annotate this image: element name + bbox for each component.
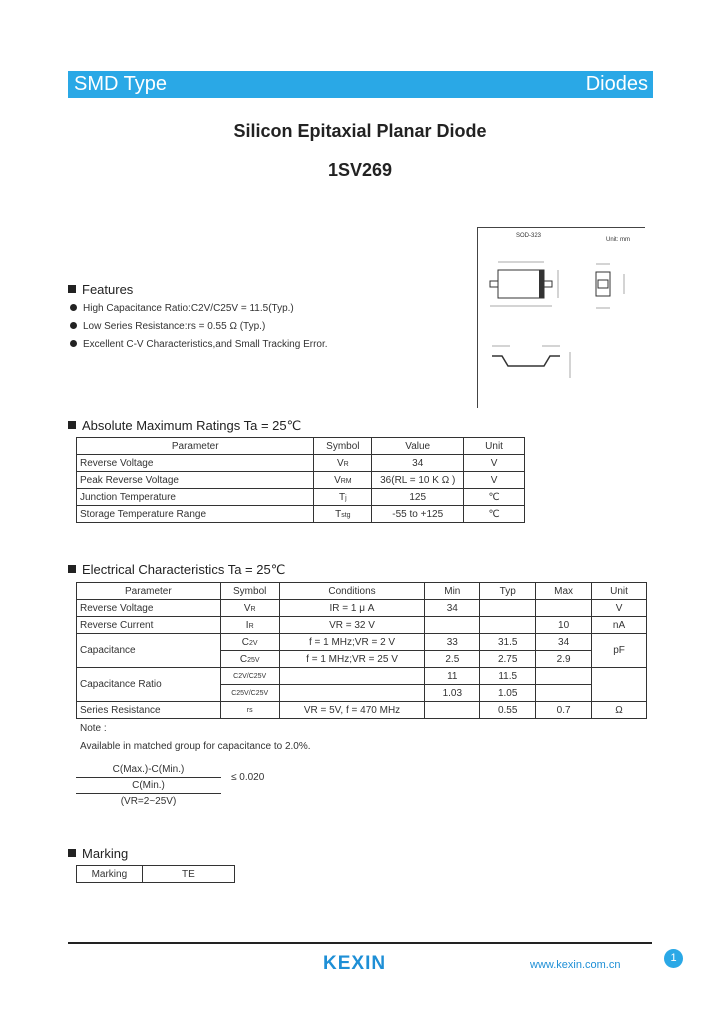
elec-char-table	[76, 582, 647, 719]
symbol-cell: Tj	[314, 489, 372, 506]
lead-left	[490, 281, 498, 287]
page-title: Silicon Epitaxial Planar Diode	[233, 121, 487, 141]
unit-cell: ℃	[464, 506, 525, 523]
table-row	[77, 489, 525, 506]
marking-table	[76, 865, 235, 883]
unit-cell: V	[464, 455, 525, 472]
table-row	[77, 472, 525, 489]
table-row	[77, 506, 525, 523]
param-cell: Reverse Voltage	[77, 455, 314, 472]
side-lead	[598, 280, 608, 288]
value-cell: 125	[372, 489, 464, 506]
abs-max-table	[76, 437, 525, 523]
part-number: 1SV269	[327, 160, 393, 180]
col-header: Unit	[592, 583, 647, 600]
col-header: Unit	[464, 438, 525, 455]
package-label: SOD-323	[516, 233, 542, 239]
bullet-square-icon	[68, 285, 76, 293]
fraction-bar	[76, 793, 221, 794]
value-cell: 36(RL = 10 K Ω )	[372, 472, 464, 489]
symbol-cell: Tstg	[314, 506, 372, 523]
unit-cell: V	[464, 472, 525, 489]
param-cell: Peak Reverse Voltage	[77, 472, 314, 489]
package-unit: Unit: mm	[606, 237, 630, 243]
bullet-square-icon	[68, 849, 76, 857]
formula-condition: (VR=2~25V)	[120, 796, 177, 807]
col-header: Symbol	[220, 583, 279, 600]
table-row: C25V/C25V 1.03 1.05	[77, 685, 647, 702]
table-row	[77, 455, 525, 472]
bullet-square-icon	[68, 421, 76, 429]
table-header-row	[77, 438, 525, 455]
package-outline-drawing	[477, 227, 645, 408]
col-header: Parameter	[77, 583, 221, 600]
note-text: Available in matched group for capacitance to 2.0%.	[80, 741, 311, 752]
bullet-dot-icon	[70, 340, 77, 347]
symbol-cell: VRM	[314, 472, 372, 489]
feature-item: High Capacitance Ratio:C2V/C25V = 11.5(Typ.)	[70, 303, 294, 314]
table-header-row	[77, 583, 647, 600]
cathode-band	[539, 270, 544, 298]
header-type: SMD Type	[74, 73, 167, 95]
lead-right	[544, 281, 552, 287]
col-header: Min	[425, 583, 480, 600]
param-cell: Junction Temperature	[77, 489, 314, 506]
formula-result: ≤ 0.020	[231, 772, 265, 783]
value-cell: 34	[372, 455, 464, 472]
website-link[interactable]: www.kexin.com.cn	[530, 959, 621, 971]
bullet-dot-icon	[70, 304, 77, 311]
footer-rule	[68, 942, 652, 944]
col-header: Conditions	[279, 583, 425, 600]
bullet-square-icon	[68, 565, 76, 573]
features-heading: Features	[68, 282, 133, 297]
unit-cell: ℃	[464, 489, 525, 506]
value-cell: -55 to +125	[372, 506, 464, 523]
abs-max-heading: Absolute Maximum Ratings Ta = 25℃	[68, 418, 301, 434]
lead-form	[492, 356, 560, 366]
table-row: Marking TE	[77, 866, 235, 883]
fraction-bar	[76, 777, 221, 778]
table-row: Reverse Voltage VR IR = 1 μ A 34 V	[77, 600, 647, 617]
table-row: Capacitance Ratio C2V/C25V 11 11.5	[77, 668, 647, 685]
col-header: Value	[372, 438, 464, 455]
feature-item: Low Series Resistance:rs = 0.55 Ω (Typ.)	[70, 321, 265, 332]
col-header: Typ	[480, 583, 536, 600]
body-outline	[498, 270, 544, 298]
kexin-logo: KEXIN	[323, 953, 387, 974]
marking-heading: Marking	[68, 846, 128, 861]
formula-denominator: C(Min.)	[132, 780, 165, 791]
page-number: 1	[664, 949, 683, 968]
formula-numerator: C(Max.)-C(Min.)	[112, 764, 185, 775]
col-header: Symbol	[314, 438, 372, 455]
feature-item: Excellent C-V Characteristics,and Small Tracking Error.	[70, 339, 328, 350]
header-category: Diodes	[585, 73, 648, 95]
param-cell: Storage Temperature Range	[77, 506, 314, 523]
bullet-dot-icon	[70, 322, 77, 329]
table-row: Reverse Current IR VR = 32 V 10 nA	[77, 617, 647, 634]
table-row: C25V f = 1 MHz;VR = 25 V 2.5 2.75 2.9	[77, 651, 647, 668]
note-label: Note :	[80, 723, 107, 734]
col-header: Parameter	[77, 438, 314, 455]
col-header: Max	[536, 583, 592, 600]
table-row: Capacitance C2V f = 1 MHz;VR = 2 V 33 31.5 34 pF	[77, 634, 647, 651]
symbol-cell: VR	[314, 455, 372, 472]
header-banner	[68, 71, 653, 98]
tracking-formula	[76, 764, 221, 807]
package-drawing-svg	[478, 228, 645, 408]
elec-heading: Electrical Characteristics Ta = 25℃	[68, 562, 285, 578]
table-row: Series Resistance rs VR = 5V, f = 470 MHz 0.55 0.7 Ω	[77, 702, 647, 719]
